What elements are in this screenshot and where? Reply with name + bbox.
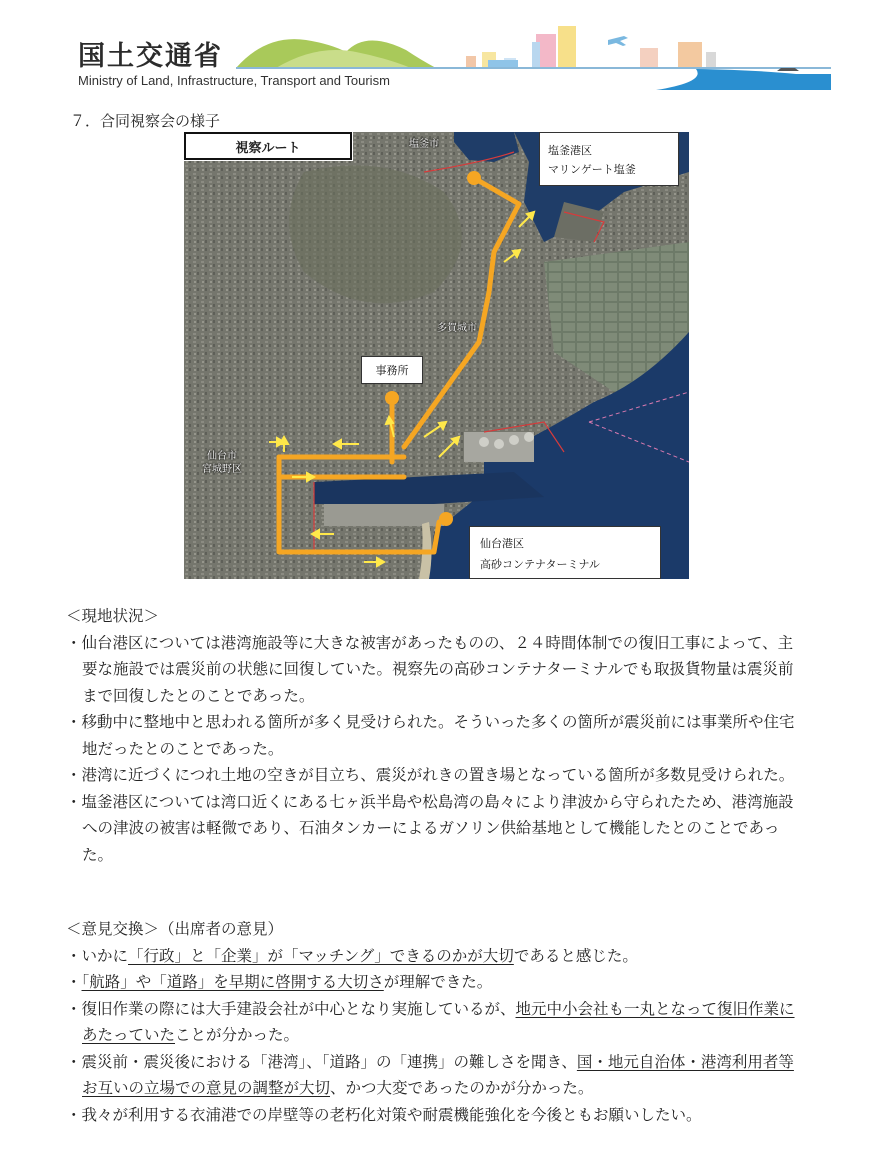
opinion-bullet-3: ・復旧作業の際には大手建設会社が中心となり実施しているが、地元中小会社も一丸となって復旧作業にあたっていたことが分かった。 — [66, 999, 795, 1044]
opinion-bullet-1: ・いかに「行政」と「企業」が「マッチング」できるのかが大切であると感じた。 — [66, 946, 638, 965]
opinion-bullet-4: ・震災前・震災後における「港湾」、「道路」の「連携」の難しさを聞き、国・地元自治体・港湾利用者等お互いの立場での意見の調整が大切、かつ大変であったのかが分かった。 — [66, 1052, 794, 1097]
ministry-logo-text: 国土交通省 — [78, 41, 223, 72]
situation-bullet-3: ・港湾に近づくにつれ土地の空きが目立ち、震災がれきの置き場となっている箇所が多数見受けられた。 — [66, 766, 795, 784]
sendai-port-label: 仙台港区 高砂コンテナターミナル — [469, 526, 661, 579]
opinion-bullet-5: ・我々が利用する衣浦港での岸壁等の老朽化対策や耐震機能強化を今後ともお願いしたい。 — [66, 1105, 702, 1124]
route-title-label: 視察ルート — [184, 132, 352, 160]
opinion-section — [66, 916, 806, 1128]
inspection-route-map — [184, 132, 689, 579]
tagajo-city-label: 多賀城市 — [437, 323, 477, 334]
sendai-city-label: 仙台市 宮城野区 — [202, 451, 242, 475]
situation-bullet-1: ・仙台港区については港湾施設等に大きな被害があったものの、２４時間体制での復旧工事によって、主要な施設では震災前の状態に回復していた。視察先の高砂コンテナターミナルでも取扱貨物量は震災前まで回復したとのことであった。 — [66, 633, 794, 705]
office-label: 事務所 — [361, 356, 423, 384]
section-heading: ７．合同視察会の様子 — [70, 112, 221, 130]
page-header — [0, 0, 869, 100]
aerial-photo — [184, 132, 689, 579]
situation-section — [66, 603, 806, 868]
situation-bullet-2: ・移動中に整地中と思われる箇所が多く見受けられた。そういった多くの箇所が震災前には事業所や住宅地だったとのことであった。 — [66, 713, 795, 758]
header-landscape-illustration — [236, 22, 831, 90]
situation-bullet-4: ・塩釜港区については湾口近くにある七ヶ浜半島や松島湾の島々により津波から守られたため、港湾施設への津波の被害は軽微であり、石油タンカーによるガソリン供給基地として機能したとのことであった。 — [66, 792, 794, 864]
shiogama-city-label: 塩釜市 — [409, 139, 439, 150]
situation-heading: ＜現地状況＞ — [66, 607, 160, 625]
opinion-bullet-2: ・「航路」や「道路」を早期に啓開する大切さが理解できた。 — [66, 973, 493, 991]
ministry-english-name: Ministry of Land, Infrastructure, Transport and Tourism — [78, 73, 390, 88]
shiogama-port-label: 塩釜港区 マリンゲート塩釜 — [539, 132, 679, 186]
opinion-heading: ＜意見交換＞（出席者の意見） — [66, 920, 284, 938]
